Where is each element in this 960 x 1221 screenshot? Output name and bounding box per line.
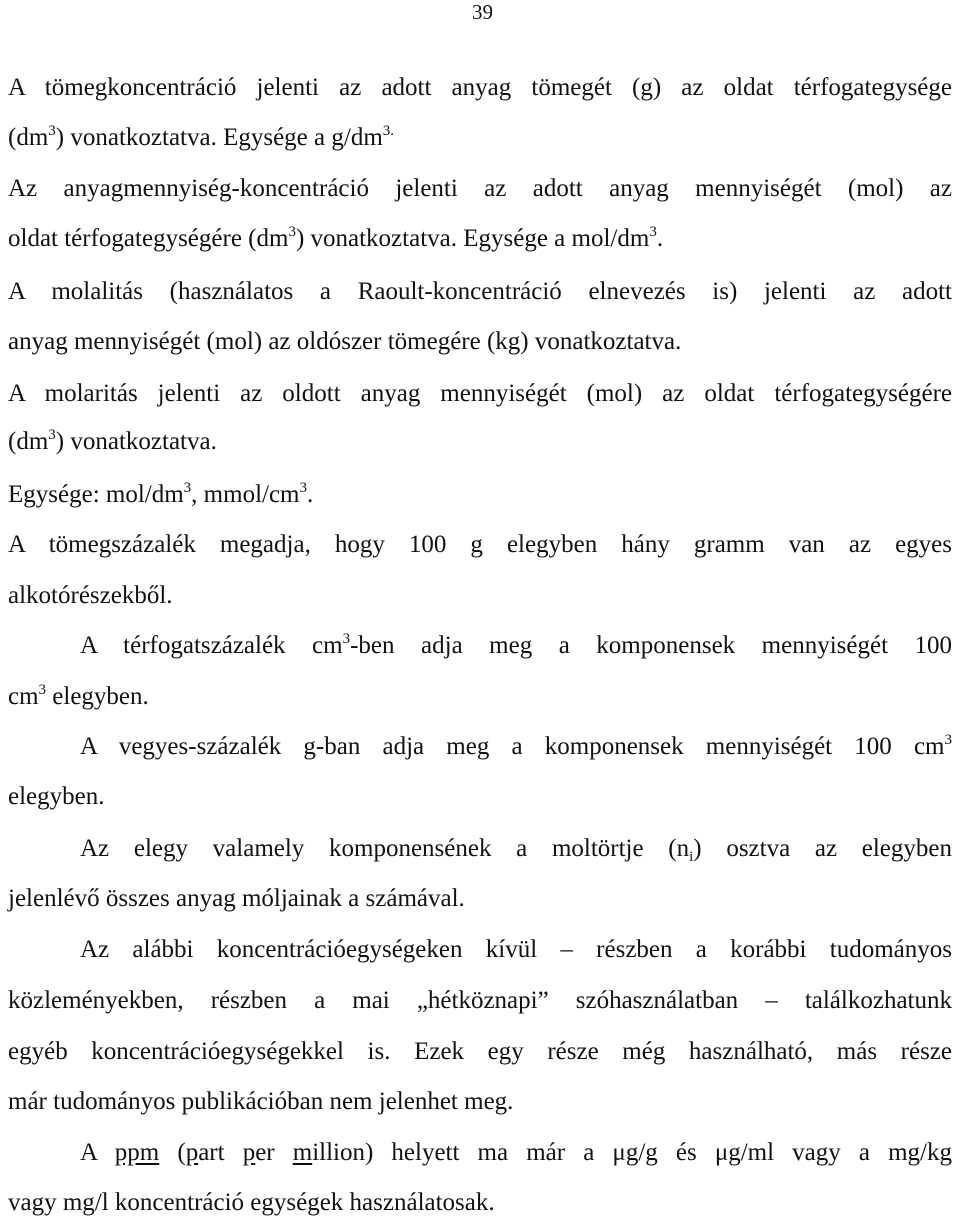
- text-line: Az anyagmennyiség-koncentráció jelenti az adott anyag mennyiségét (mol) az: [8, 175, 952, 202]
- text-line: $(dm^3)$ vonatkoztatva.: [8, 427, 217, 455]
- text-line: A vegyes-százalék g-ban adja meg a komponensek mennyiségét 100 $cm^3$: [80, 732, 952, 760]
- text-line: egyéb koncentrációegységekkel is. Ezek egy része még használható, más része: [8, 1038, 952, 1065]
- text-line: Az alábbi koncentrációegységeken kívül – részben a korábbi tudományos: [80, 936, 952, 963]
- text-line: $cm^3$ elegyben.: [8, 682, 149, 710]
- text-line: A molaritás jelenti az oldott anyag mennyiségét (mol) az oldat térfogategységére: [8, 380, 952, 407]
- text-line: Egysége: mol/$dm^3$, mmol/$cm^3$.: [8, 480, 314, 508]
- text-line: jelenlévő összes anyag móljainak a számával.: [8, 885, 465, 912]
- text-line: közleményekben, részben a mai „hétköznapi” szóhasználatban – találkozhatunk: [8, 987, 952, 1014]
- text-line: már tudományos publikációban nem jelenhet meg.: [8, 1088, 514, 1115]
- text-line: alkotórészekből.: [8, 582, 173, 609]
- text-line: $(dm^3)$ vonatkoztatva. Egysége a $g/dm^{3.}$: [8, 123, 395, 151]
- text-line: vagy mg/l koncentráció egységek használatosak.: [8, 1189, 495, 1216]
- text-line: oldat térfogategységére $(dm^3)$ vonatkoztatva. Egysége a mol/$dm^3$.: [8, 224, 664, 252]
- text-line: A ppm (part per million) helyett ma már a μg/g és μg/ml vagy a mg/kg: [80, 1139, 952, 1166]
- text-line: Az elegy valamely komponensének a moltörtje $(n_i)$ osztva az elegyben: [80, 835, 952, 865]
- text-line: A tömegszázalék megadja, hogy 100 g elegyben hány gramm van az egyes: [8, 531, 952, 558]
- text-line: elegyben.: [8, 783, 105, 810]
- text-line: anyag mennyiségét (mol) az oldószer tömegére (kg) vonatkoztatva.: [8, 328, 682, 355]
- text-line: A molalitás (használatos a Raoult-koncentráció elnevezés is) jelenti az adott: [8, 278, 952, 305]
- page-number: 39: [472, 0, 493, 24]
- text-line: A tömegkoncentráció jelenti az adott anyag tömegét (g) az oldat térfogategysége: [8, 74, 952, 101]
- text-line: A térfogatszázalék $cm^3$-ben adja meg a komponensek mennyiségét 100: [80, 631, 953, 659]
